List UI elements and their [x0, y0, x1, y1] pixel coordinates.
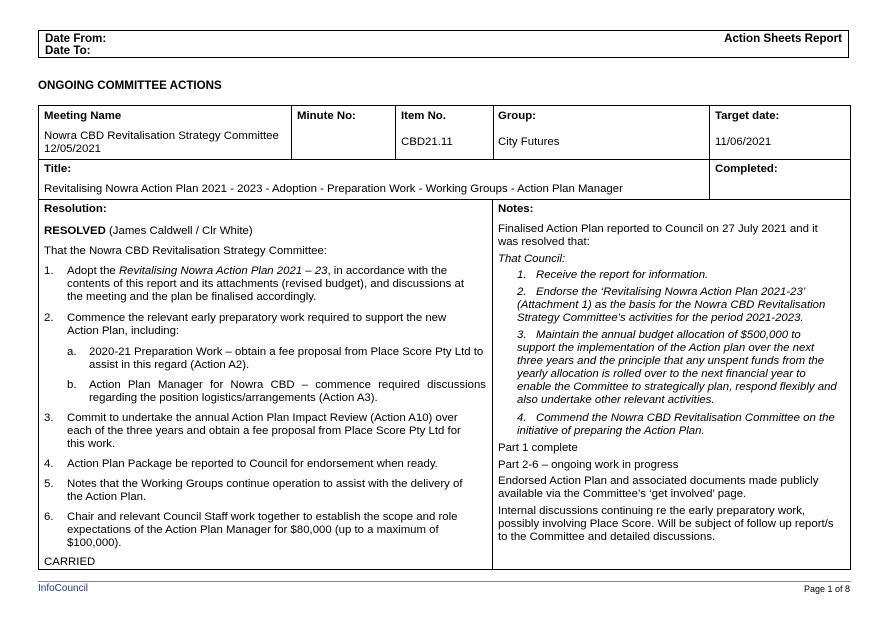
notes-internal-line-1: Internal discussions continuing re the early preparatory work, [498, 505, 806, 517]
notes-label: Notes: [498, 203, 534, 215]
notes-item-2-line-2: (Attachment 1) as the basis for the Nowra CBD Revitalisation [517, 299, 826, 311]
notes-item-1-line-1: Receive the report for information. [536, 269, 709, 281]
notes-item-3-line-4: yearly allocation is rolled over to the next financial year to [517, 368, 806, 380]
notes-item-4-line-1: Commend the Nowra CBD Revitalisation Committee on the [536, 412, 835, 424]
res-item-3-line-2: each of the three years and obtain a fee proposal from Place Score Pty Ltd for [67, 425, 461, 437]
notes-item-3-num: 3. [517, 329, 527, 341]
notes-internal-line-2: possibly involving Place Score. Will be subject of follow up report/s [498, 518, 834, 530]
res-item-4-num: 4. [44, 458, 54, 470]
notes-item-3-line-1: Maintain the annual budget allocation of $500,000 to [536, 329, 801, 341]
page-number: Page 1 of 8 [803, 584, 850, 594]
res-item-2-line-2: Action Plan, including: [67, 325, 180, 337]
notes-part2: Part 2-6 – ongoing work in progress [498, 459, 679, 471]
meeting-name-value: Nowra CBD Revitalisation Strategy Committee [44, 130, 279, 142]
report-header-box [38, 30, 849, 58]
res-item-2-line-1: Commence the relevant early preparatory work required to support the new [67, 312, 447, 324]
carried-text: CARRIED [44, 556, 96, 568]
date-from-label: Date From: [45, 32, 107, 45]
report-title: Action Sheets Report [724, 32, 842, 45]
notes-item-3-line-2: support the implementation of the Action plan over the next [517, 342, 815, 354]
res-item-5-num: 5. [44, 478, 54, 490]
notes-item-3-line-5: enable the Committee to strategically plan, respond flexibly and [517, 381, 837, 393]
col-item-no: Item No. [401, 110, 446, 122]
footer-brand: InfoCouncil [38, 583, 89, 594]
res-item-1-line-2: contents of this report and its attachments (revised budget), and discussions at [67, 278, 464, 290]
notes-endorsed-line-2: available via the Committee’s ‘get involved’ page. [498, 488, 747, 500]
notes-internal-line-3: to the Committee and detailed discussions. [498, 531, 716, 543]
target-date-value: 11/06/2021 [715, 136, 772, 148]
res-item-5-line-1: Notes that the Working Groups continue operation to assist with the delivery of [67, 478, 463, 490]
date-to-label: Date To: [45, 44, 91, 57]
res-item-b-num: b. [67, 379, 77, 391]
notes-that-council: That Council: [498, 253, 566, 265]
res-item-1-line-1: Adopt the Revitalising Nowra Action Plan 2021 – 23, in accordance with the [67, 265, 448, 277]
res-item-b-line-1: Action Plan Manager for Nowra CBD – commence required discussions [89, 379, 486, 391]
resolved-movers: (James Caldwell / Clr White) [105, 225, 253, 237]
item-no-value: CBD21.11 [401, 136, 453, 148]
title-label: Title: [44, 163, 72, 175]
notes-endorsed-line-1: Endorsed Action Plan and associated documents made publicly [498, 475, 819, 487]
notes-item-3-line-3: three years and the principle that any unspent funds from the [517, 355, 825, 367]
notes-item-4-line-2: initiative of preparing the Action Plan. [517, 425, 705, 437]
notes-item-4-num: 4. [517, 412, 527, 424]
res-item-6-line-3: $100,000). [67, 537, 122, 549]
notes-item-2-num: 2. [517, 286, 527, 298]
res-item-6-line-2: expectations of the Action Plan Manager for $80,000 (up to a maximum of [67, 524, 439, 536]
res-item-2-num: 2. [44, 312, 54, 324]
completed-label: Completed: [715, 163, 778, 175]
notes-p1-line-2: was resolved that: [498, 236, 590, 248]
res-item-3-line-1: Commit to undertake the annual Action Plan Impact Review (Action A10) over [67, 412, 458, 424]
col-meeting-name: Meeting Name [44, 110, 122, 122]
action-table [38, 105, 851, 570]
res-item-3-line-3: this work. [67, 438, 116, 450]
notes-item-3-line-6: also undertake other relevant activities. [517, 394, 715, 406]
res-item-a-line-1: 2020-21 Preparation Work – obtain a fee proposal from Place Score Pty Ltd to [89, 346, 484, 358]
res-item-b-line-2: regarding the position logistics/arrangements (Action A3). [89, 392, 378, 404]
notes-item-1-num: 1. [517, 269, 527, 281]
res-item-6-line-1: Chair and relevant Council Staff work together to establish the scope and role [67, 511, 458, 523]
res-item-1-line-3: the meeting and the plan be finalised accordingly. [67, 291, 317, 303]
res-item-a-num: a. [67, 346, 77, 358]
res-item-1-num: 1. [44, 265, 54, 277]
resolved-line [44, 225, 253, 238]
col-minute-no: Minute No: [297, 110, 356, 122]
section-title: ONGOING COMMITTEE ACTIONS [38, 79, 222, 92]
notes-item-2-line-3: Strategy Committee’s activities for the period 2021-2023. [517, 312, 804, 324]
title-value: Revitalising Nowra Action Plan 2021 - 2023 - Adoption - Preparation Work - Working Groups - Action Plan Manager [44, 183, 623, 195]
footer-divider [38, 581, 851, 582]
res-item-a-line-2: assist in this regard (Action A2). [89, 359, 250, 371]
resolution-label: Resolution: [44, 203, 107, 215]
res-item-5-line-2: the Action Plan. [67, 491, 147, 503]
notes-p1-line-1: Finalised Action Plan reported to Council on 27 July 2021 and it [498, 223, 818, 235]
resolved-word: RESOLVED [44, 225, 106, 237]
resolution-intro: That the Nowra CBD Revitalisation Strategy Committee: [44, 245, 327, 257]
notes-part1: Part 1 complete [498, 442, 578, 454]
res-item-3-num: 3. [44, 412, 54, 424]
meeting-date-value: 12/05/2021 [44, 143, 102, 155]
col-group: Group: [498, 110, 536, 122]
col-target-date: Target date: [715, 110, 780, 122]
notes-item-2-line-1: Endorse the ‘Revitalising Nowra Action Plan 2021-23’ [536, 286, 806, 298]
res-item-6-num: 6. [44, 511, 54, 523]
res-item-4-line-1: Action Plan Package be reported to Council for endorsement when ready. [67, 458, 438, 470]
group-value: City Futures [498, 136, 560, 148]
